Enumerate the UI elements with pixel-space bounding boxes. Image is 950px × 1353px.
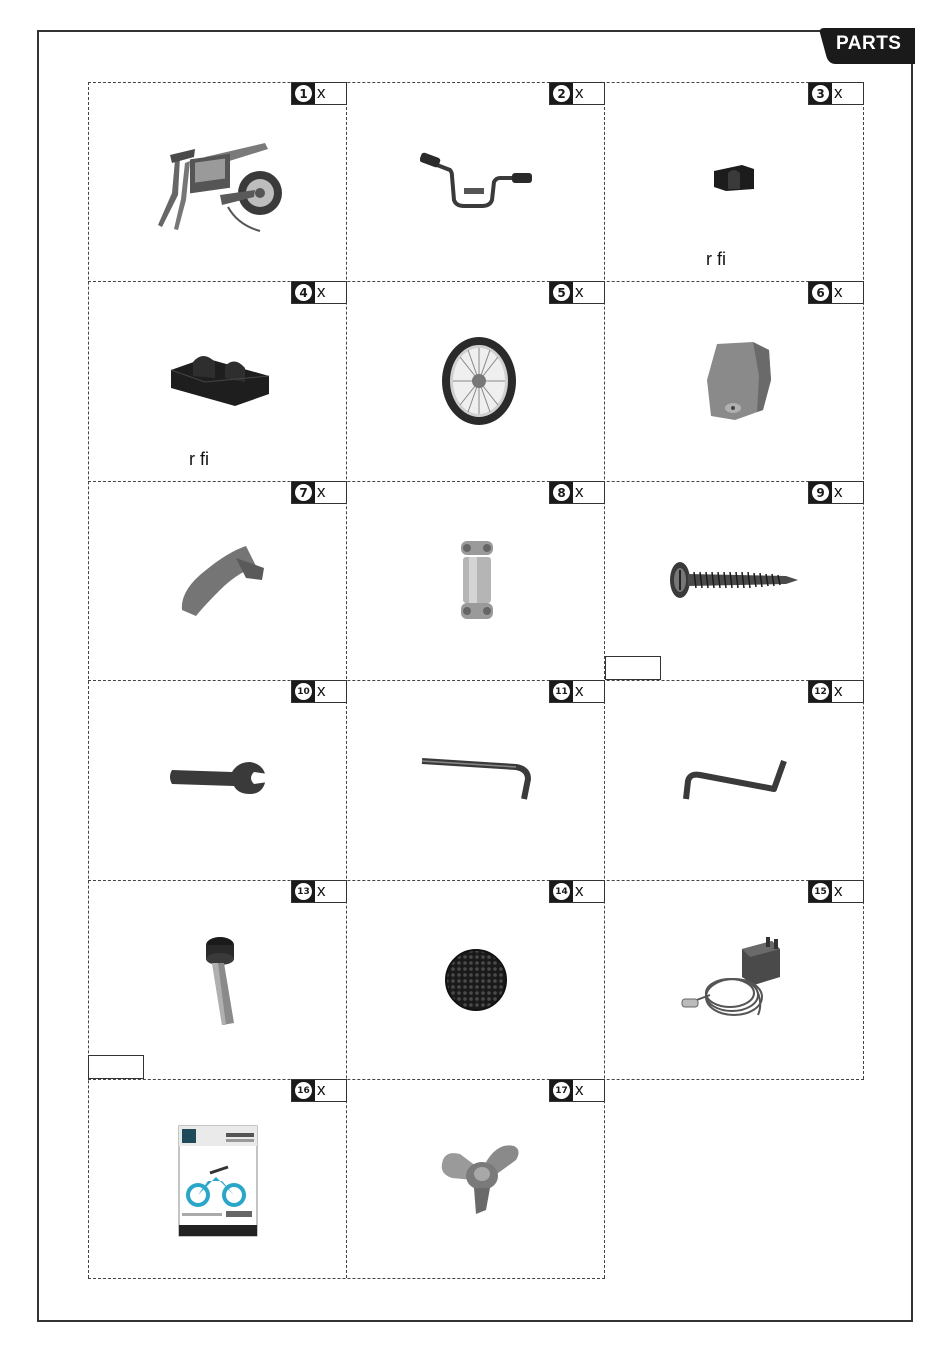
- part-9-size-label-box: [605, 656, 661, 680]
- number-plate-icon: [703, 340, 773, 422]
- parts-tab: [818, 27, 915, 65]
- handlebar-clamp-icon: [165, 348, 273, 408]
- part-badge-9: 9 x: [808, 481, 864, 504]
- wrench-icon: [168, 758, 268, 798]
- instruction-manual-icon: [178, 1125, 258, 1237]
- part-badge-1: 1 x: [291, 82, 347, 105]
- wheel-icon: [440, 335, 518, 427]
- part-badge-7: 7 x: [291, 481, 347, 504]
- grid-line: [88, 281, 864, 282]
- grid-line: [88, 880, 864, 881]
- part-badge-17: 17 x: [549, 1079, 605, 1102]
- mesh-grille-icon: [444, 948, 508, 1012]
- grid-line: [88, 481, 864, 482]
- grid-line: [863, 82, 864, 1079]
- part-badge-5: 5 x: [549, 281, 605, 304]
- part-badge-6: 6 x: [808, 281, 864, 304]
- handlebar-icon: [420, 150, 535, 215]
- hex-key-long-icon: [420, 755, 535, 803]
- part-4-note: r fi: [189, 449, 209, 469]
- part-badge-11: 11 x: [549, 680, 605, 703]
- grid-line: [88, 82, 89, 1278]
- grid-line: [88, 680, 864, 681]
- part-3-note: r fi: [706, 249, 726, 269]
- small-clamp-icon: [712, 163, 756, 193]
- part-badge-13: 13 x: [291, 880, 347, 903]
- bolt-icon: [200, 935, 242, 1029]
- part-badge-2: 2 x: [549, 82, 605, 105]
- shock-absorber-icon: [455, 535, 499, 625]
- part-badge-3: 3 x: [808, 82, 864, 105]
- part-badge-15: 15 x: [808, 880, 864, 903]
- screw-icon: [668, 560, 800, 600]
- part-badge-14: 14 x: [549, 880, 605, 903]
- charger-icon: [680, 935, 800, 1025]
- dirt-bike-frame-icon: [150, 135, 290, 235]
- part-badge-8: 8 x: [549, 481, 605, 504]
- grid-line: [88, 1278, 605, 1279]
- part-badge-4: 4 x: [291, 281, 347, 304]
- part-13-size-label-box: [88, 1055, 144, 1079]
- fender-icon: [176, 540, 268, 620]
- grid-line: [88, 1079, 864, 1080]
- parts-tab-label: PARTS: [836, 33, 902, 54]
- part-badge-16: 16 x: [291, 1079, 347, 1102]
- hex-key-short-icon: [678, 755, 792, 805]
- grid-line: [88, 82, 864, 83]
- part-badge-12: 12 x: [808, 680, 864, 703]
- wing-nut-icon: [438, 1140, 522, 1218]
- part-badge-10: 10 x: [291, 680, 347, 703]
